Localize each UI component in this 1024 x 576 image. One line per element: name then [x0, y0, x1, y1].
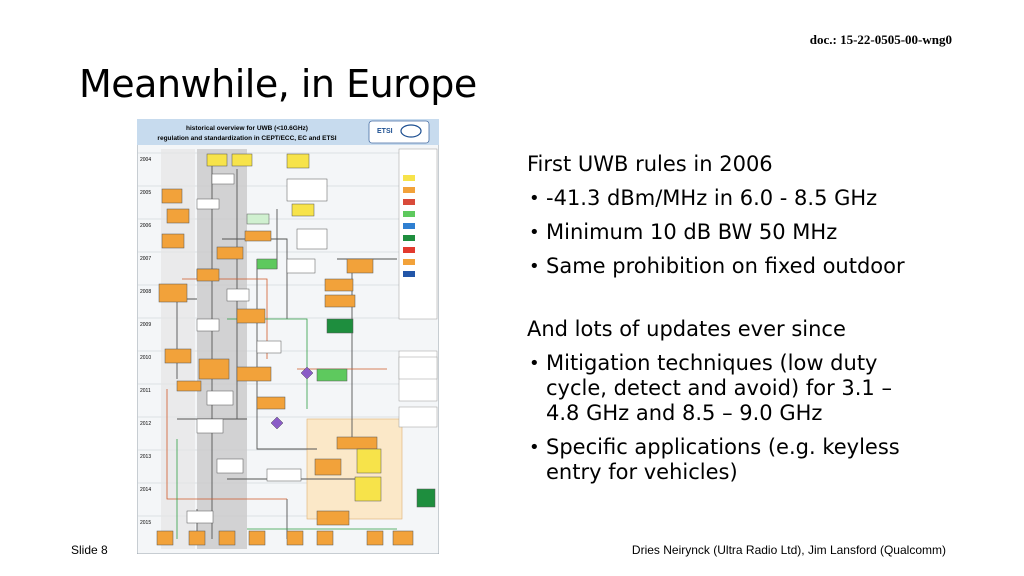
bullet-icon: •: [529, 256, 540, 277]
section2-bullets: [527, 351, 947, 485]
slide-number: Slide 8: [71, 543, 108, 557]
uwb-history-chart: [137, 119, 439, 554]
year-label: 2012: [140, 421, 152, 427]
diagram-title-1: historical overview for UWB (<10.6GHz): [186, 125, 308, 132]
etsi-logo-text: ETSI: [377, 128, 393, 135]
bullet-icon: •: [529, 353, 540, 374]
footer-authors: Dries Neirynck (Ultra Radio Ltd), Jim Lansford (Qualcomm): [631, 543, 946, 557]
year-label: 2006: [140, 223, 152, 229]
bullet-icon: •: [529, 222, 540, 243]
section1-heading: First UWB rules in 2006: [527, 152, 773, 176]
year-label: 2005: [140, 190, 152, 196]
diagram-title-2: regulation and standardization in CEPT/ECC, EC and ETSI: [157, 135, 337, 142]
bullet-item: • Mitigation techniques (low duty cycle, detect and avoid) for 3.1 – 4.8 GHz and 8.5 – 9.0 GHz: [529, 351, 892, 425]
bullet-icon: •: [529, 437, 540, 458]
bullet-icon: •: [529, 188, 540, 209]
slide-content: [527, 152, 947, 494]
year-label: 2011: [140, 388, 151, 394]
year-label: 2007: [140, 256, 152, 262]
section2-heading: And lots of updates ever since: [527, 317, 846, 341]
document-id: doc.: 15-22-0505-00-wng0: [809, 32, 952, 47]
bullet-item: • -41.3 dBm/MHz in 6.0 - 8.5 GHz: [529, 186, 878, 210]
legend-panel: [399, 149, 437, 319]
year-label: 2010: [140, 355, 152, 361]
bullet-item: • Same prohibition on fixed outdoor: [529, 254, 905, 278]
bullet-item: • Minimum 10 dB BW 50 MHz: [529, 220, 838, 244]
year-label: 2008: [140, 289, 152, 295]
year-label: 2009: [140, 322, 152, 328]
section1-bullets: [527, 186, 947, 279]
year-label: 2014: [140, 487, 152, 493]
year-label: 2013: [140, 454, 152, 460]
year-label: 2004: [140, 157, 152, 163]
year-label: 2015: [140, 520, 152, 526]
bullet-item: • Specific applications (e.g. keyless entry for vehicles): [529, 435, 900, 484]
uwb-history-diagram: [137, 119, 439, 554]
slide-title: Meanwhile, in Europe: [79, 62, 477, 106]
